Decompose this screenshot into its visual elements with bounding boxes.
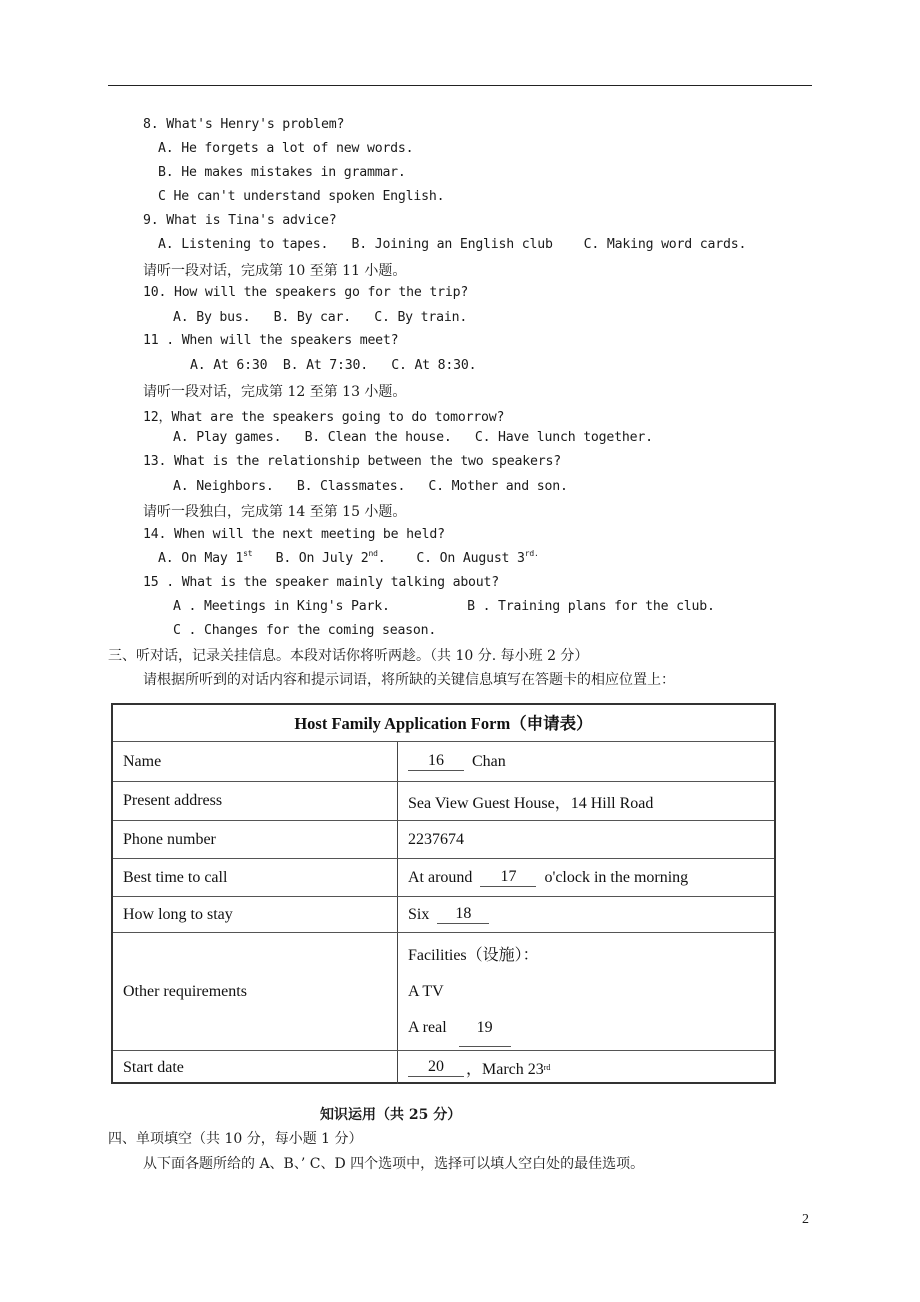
instruction-10-11: 请听一段对话，完成第 10 至第 11 小题。 xyxy=(143,263,407,279)
form-value: Sea View Guest House，14 Hill Road xyxy=(408,794,654,812)
q14-option-c: C. On August $3^{rd.}$ xyxy=(416,549,539,566)
question-9: 9. What is Tina's advice? xyxy=(143,213,337,228)
host-family-application-form xyxy=(111,703,776,1084)
q10-options: A. By bus. B. By car. C. By train. xyxy=(173,310,468,325)
answer-blank-18[interactable]: 18 xyxy=(437,905,489,924)
question-13: 13. What is the relationship between the two speakers? xyxy=(143,454,561,469)
q14-option-a: A. On May 1st xyxy=(158,549,253,566)
form-label: Phone number xyxy=(113,821,398,858)
form-label: Start date xyxy=(113,1051,398,1084)
q9-options: A. Listening to tapes. B. Joining an English club C. Making word cards. xyxy=(158,237,747,252)
form-value: Facilities（设施）： A TV A real 19 xyxy=(398,933,774,1050)
form-row-best-time xyxy=(113,859,774,897)
question-15: 15 . What is the speaker mainly talking about? xyxy=(143,575,500,590)
q8-option-b: B. He makes mistakes in grammar. xyxy=(158,165,406,180)
form-row-name xyxy=(113,742,774,782)
form-value: At around 17 o'clock in the morning xyxy=(408,868,689,886)
question-12: 12，What are the speakers going to do tomorrow? xyxy=(143,410,505,425)
q11-options: A. At 6:30 B. At 7:30. C. At 8:30. xyxy=(190,358,477,373)
section-3-instruction: 请根据所听到的对话内容和提示词语，将所缺的关键信息填写在答题卡的相应位置上： xyxy=(143,672,675,688)
q13-options: A. Neighbors. B. Classmates. C. Mother and son. xyxy=(173,479,568,494)
header-rule xyxy=(108,85,812,86)
section-4-heading: 四、单项填空（共 10 分，每小题 1 分） xyxy=(108,1131,363,1147)
section-4-instruction: 从下面各题所给的 A、B、’ C、D 四个选项中，选择可以填人空白处的最佳选项。 xyxy=(143,1156,645,1172)
page-number: 2 xyxy=(802,1212,809,1227)
form-label: Name xyxy=(113,742,398,781)
form-row-requirements xyxy=(113,933,774,1051)
q8-option-c: C He can't understand spoken English. xyxy=(158,189,445,204)
form-title: Host Family Application Form（申请表） xyxy=(113,705,774,742)
question-8: 8. What's Henry's problem? xyxy=(143,117,345,132)
q14-options xyxy=(158,551,539,566)
form-label: Best time to call xyxy=(113,859,398,896)
answer-blank-20[interactable]: 20 xyxy=(408,1058,464,1077)
instruction-14-15: 请听一段独白，完成第 14 至第 15 小题。 xyxy=(143,504,407,520)
question-14: 14. When will the next meeting be held? xyxy=(143,527,445,542)
instruction-12-13: 请听一段对话，完成第 12 至第 13 小题。 xyxy=(143,384,407,400)
form-row-start-date xyxy=(113,1051,774,1084)
q14-option-b: B. On July 2nd. xyxy=(275,549,386,566)
form-label: Present address xyxy=(113,782,398,820)
knowledge-section-title: 知识运用（共 25 分） xyxy=(320,1107,462,1123)
question-10: 10. How will the speakers go for the trip? xyxy=(143,285,469,300)
q8-option-a: A. He forgets a lot of new words. xyxy=(158,141,414,156)
form-row-stay xyxy=(113,897,774,933)
form-label: How long to stay xyxy=(113,897,398,932)
answer-blank-16[interactable]: 16 xyxy=(408,752,464,771)
answer-blank-17[interactable]: 17 xyxy=(480,868,536,887)
question-11: 11 . When will the speakers meet? xyxy=(143,333,399,348)
form-value: 2237674 xyxy=(408,830,464,848)
q15-option-c: C . Changes for the coming season. xyxy=(173,623,437,638)
q15-options-ab: A . Meetings in King's Park. B . Training plans for the club. xyxy=(173,599,715,614)
form-label: Other requirements xyxy=(113,933,398,1050)
form-row-address xyxy=(113,782,774,821)
form-value: 20 ，March 23 rd xyxy=(398,1051,774,1084)
answer-blank-19[interactable]: 19 xyxy=(459,1010,511,1047)
form-value: 16 Chan xyxy=(398,742,774,781)
form-row-phone xyxy=(113,821,774,859)
q12-options: A. Play games. B. Clean the house. C. Have lunch together. xyxy=(173,430,653,445)
section-3-heading: 三、听对话，记录关挂信息。本段对话你将听两趁。（共 10 分. 每小班 2 分） xyxy=(108,648,589,664)
form-value: Six 18 xyxy=(398,897,774,932)
